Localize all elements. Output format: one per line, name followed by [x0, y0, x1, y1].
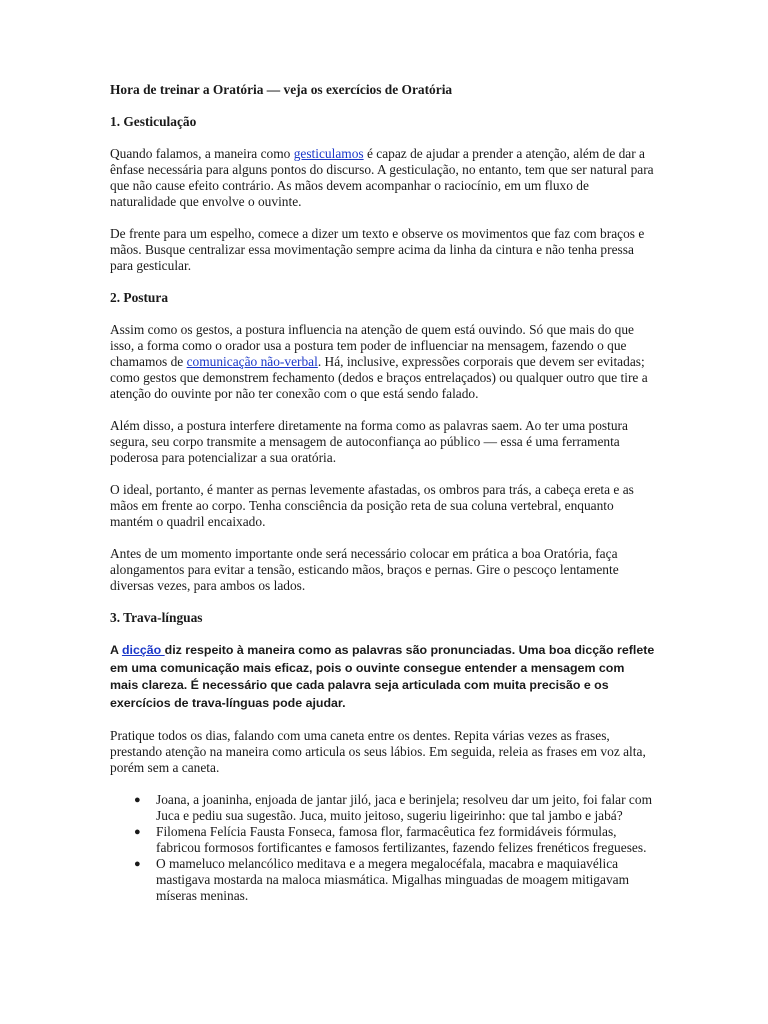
tongue-twister-list [110, 792, 655, 904]
link-diccao[interactable]: dicção [121, 643, 165, 657]
list-item-text: O mameluco melancólico meditava e a megera megalocéfala, macabra e maquiavélica mastigava mostarda na maloca miasmática. Migalhas minguadas de moagem mitigavam míseras meninas. [156, 856, 629, 903]
paragraph-postura-2: Além disso, a postura interfere diretamente na forma como as palavras saem. Ao ter uma postura segura, seu corpo transmite a mensagem de autoconfiança ao público — essa é uma ferramenta poderosa para potencializar a sua oratória. [110, 418, 628, 465]
paragraph-gesticulacao-1 [110, 146, 655, 210]
paragraph-gesticulacao-2: De frente para um espelho, comece a dizer um texto e observe os movimentos que faz com braços e mãos. Busque centralizar essa movimentação sempre acima da linha da cintura e não tenha pressa para gesticular. [110, 226, 645, 273]
paragraph-postura-4: Antes de um momento importante onde será necessário colocar em prática a boa Oratória, faça alongamentos para evitar a tensão, esticando mãos, braços e pernas. Gire o pescoço lentamente diversas vezes, para ambos os lados. [110, 546, 619, 593]
list-item [134, 792, 655, 824]
list-item [134, 856, 655, 904]
link-comunicacao-nao-verbal[interactable]: comunicação não-verbal [186, 354, 318, 369]
document-page [110, 82, 655, 904]
link-gesticulamos[interactable]: gesticulamos [293, 146, 364, 161]
bullet-icon: ● [134, 794, 141, 806]
paragraph-text: A [110, 643, 122, 657]
paragraph-postura-1 [110, 322, 655, 402]
paragraph-text: Assim como os gestos, a postura influencia na atenção de quem está ouvindo. Só que mais do que isso, a forma como o orador usa a postura tem poder de influenciar na mensagem, fazendo o que chamamos de [110, 322, 634, 369]
paragraph-text: Quando falamos, a maneira como [110, 146, 294, 161]
bullet-icon: ● [134, 858, 141, 870]
paragraph-text: diz respeito à maneira como as palavras são pronunciadas. Uma boa dicção reflete em uma comunicação mais eficaz, pois o ouvinte consegue entender a mensagem com mais clareza. É necessário que cada palavra seja articulada com muita precisão e os exercícios de trava-línguas pode ajudar. [110, 643, 655, 710]
section-heading-gesticulacao: 1. Gesticulação [110, 114, 197, 129]
paragraph-trava-1 [110, 642, 655, 712]
section-heading-trava-linguas: 3. Trava-línguas [110, 610, 203, 625]
list-item [134, 824, 655, 856]
paragraph-text: . Há, inclusive, expressões corporais que devem ser evitadas; como gestos que demonstrem fechamento (dedos e braços entrelaçados) ou qualquer outro que tire a atenção do ouvinte por não ter conexão com o que está sendo falado. [110, 354, 648, 401]
paragraph-trava-2: Pratique todos os dias, falando com uma caneta entre os dentes. Repita várias vezes as frases, prestando atenção na maneira como articula os seus lábios. Em seguida, releia as frases em voz alta, porém sem a caneta. [110, 728, 646, 775]
paragraph-text: é capaz de ajudar a prender a atenção, além de dar a ênfase necessária para alguns pontos do discurso. A gesticulação, no entanto, tem que ser natural para que não cause efeito contrário. As mãos devem acompanhar o raciocínio, em um fluxo de naturalidade que envolve o ouvinte. [110, 146, 654, 209]
bullet-icon: ● [134, 826, 141, 838]
section-heading-postura: 2. Postura [110, 290, 169, 305]
list-item-text: Filomena Felícia Fausta Fonseca, famosa flor, farmacêutica fez formidáveis fórmulas, fabricou formosos fortificantes e famosos fertilizantes, fazendo felizes frenéticos fregueses. [156, 824, 647, 855]
paragraph-postura-3: O ideal, portanto, é manter as pernas levemente afastadas, os ombros para trás, a cabeça ereta e as mãos em frente ao corpo. Tenha consciência da posição reta de sua coluna vertebral, enquanto mantém o quadril encaixado. [110, 482, 634, 529]
list-item-text: Joana, a joaninha, enjoada de jantar jiló, jaca e berinjela; resolveu dar um jeito, foi falar com Juca e pediu sua sugestão. Juca, muito jeitoso, sugeriu ligeirinho: que tal jambo e jabá? [156, 792, 652, 823]
document-title: Hora de treinar a Oratória — veja os exercícios de Oratória [110, 82, 453, 97]
